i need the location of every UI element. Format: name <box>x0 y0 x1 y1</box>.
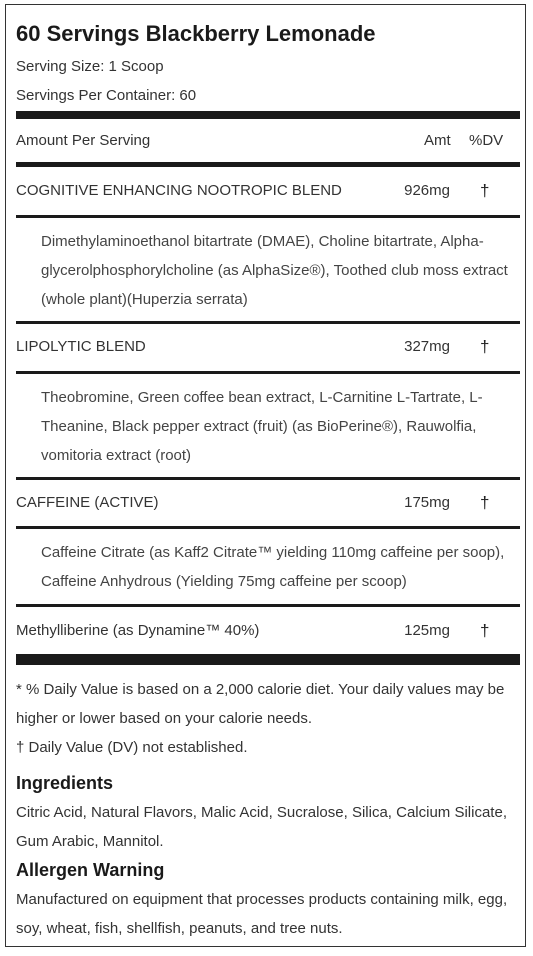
servings-per-container: Servings Per Container: 60 <box>16 87 197 104</box>
allergen-heading: Allergen Warning <box>16 860 165 880</box>
row-dv-nootropic-blend: † <box>480 181 490 200</box>
column-header-amount-per-serving: Amount Per Serving <box>16 132 151 149</box>
footnote-not-established: † Daily Value (DV) not established. <box>16 739 248 756</box>
row-detail-caffeine: Caffeine Citrate (as Kaff2 Citrate™ yielding 110mg caffeine per soop), Caffeine Anhydrous (Yielding 75mg caffeine per scoop) <box>41 544 505 590</box>
footnote-daily-value: * % Daily Value is based on a 2,000 calorie diet. Your daily values may be higher or lower based on your calorie needs. <box>16 681 505 727</box>
row-name-caffeine: CAFFEINE (ACTIVE) <box>16 494 159 511</box>
row-divider <box>16 371 520 374</box>
header-divider <box>16 162 520 167</box>
bottom-thick-divider <box>16 654 520 665</box>
row-divider <box>16 477 520 480</box>
row-amount-nootropic-blend: 926mg <box>404 182 450 199</box>
row-name-lipolytic-blend: LIPOLYTIC BLEND <box>16 338 146 355</box>
row-amount-caffeine: 175mg <box>404 494 450 511</box>
row-amount-methylliberine: 125mg <box>404 622 450 639</box>
column-header-amt: Amt <box>424 132 451 149</box>
row-divider <box>16 604 520 607</box>
row-name-methylliberine: Methylliberine (as Dynamine™ 40%) <box>16 622 260 639</box>
row-dv-lipolytic-blend: † <box>480 337 490 356</box>
column-header-dv: %DV <box>469 132 504 149</box>
serving-size: Serving Size: 1 Scoop <box>16 58 164 75</box>
row-dv-methylliberine: † <box>480 621 490 640</box>
allergen-text: Manufactured on equipment that processes products containing milk, egg, soy, wheat, fish, shellfish, peanuts, and tree nuts. <box>16 891 508 937</box>
supplement-facts-panel <box>5 4 526 947</box>
ingredients-text: Citric Acid, Natural Flavors, Malic Acid, Sucralose, Silica, Calcium Silicate, Gum Arabic, Mannitol. <box>16 804 507 850</box>
thick-divider <box>16 111 520 119</box>
product-title: 60 Servings Blackberry Lemonade <box>16 21 376 46</box>
row-divider <box>16 526 520 529</box>
row-amount-lipolytic-blend: 327mg <box>404 338 450 355</box>
ingredients-heading: Ingredients <box>16 773 114 793</box>
row-detail-lipolytic-blend: Theobromine, Green coffee bean extract, L-Carnitine L-Tartrate, L-Theanine, Black pepper extract (fruit) (as BioPerine®), Rauwolfia, vomitoria extract (root) <box>41 389 483 464</box>
row-dv-caffeine: † <box>480 493 490 512</box>
row-name-nootropic-blend: COGNITIVE ENHANCING NOOTROPIC BLEND <box>16 182 342 199</box>
row-divider <box>16 215 520 218</box>
row-divider <box>16 321 520 324</box>
row-detail-nootropic-blend: Dimethylaminoethanol bitartrate (DMAE), Choline bitartrate, Alpha-glycerolphosphorylcholine (as AlphaSize®), Toothed club moss extract (whole plant)(Huperzia serrata) <box>41 233 508 308</box>
